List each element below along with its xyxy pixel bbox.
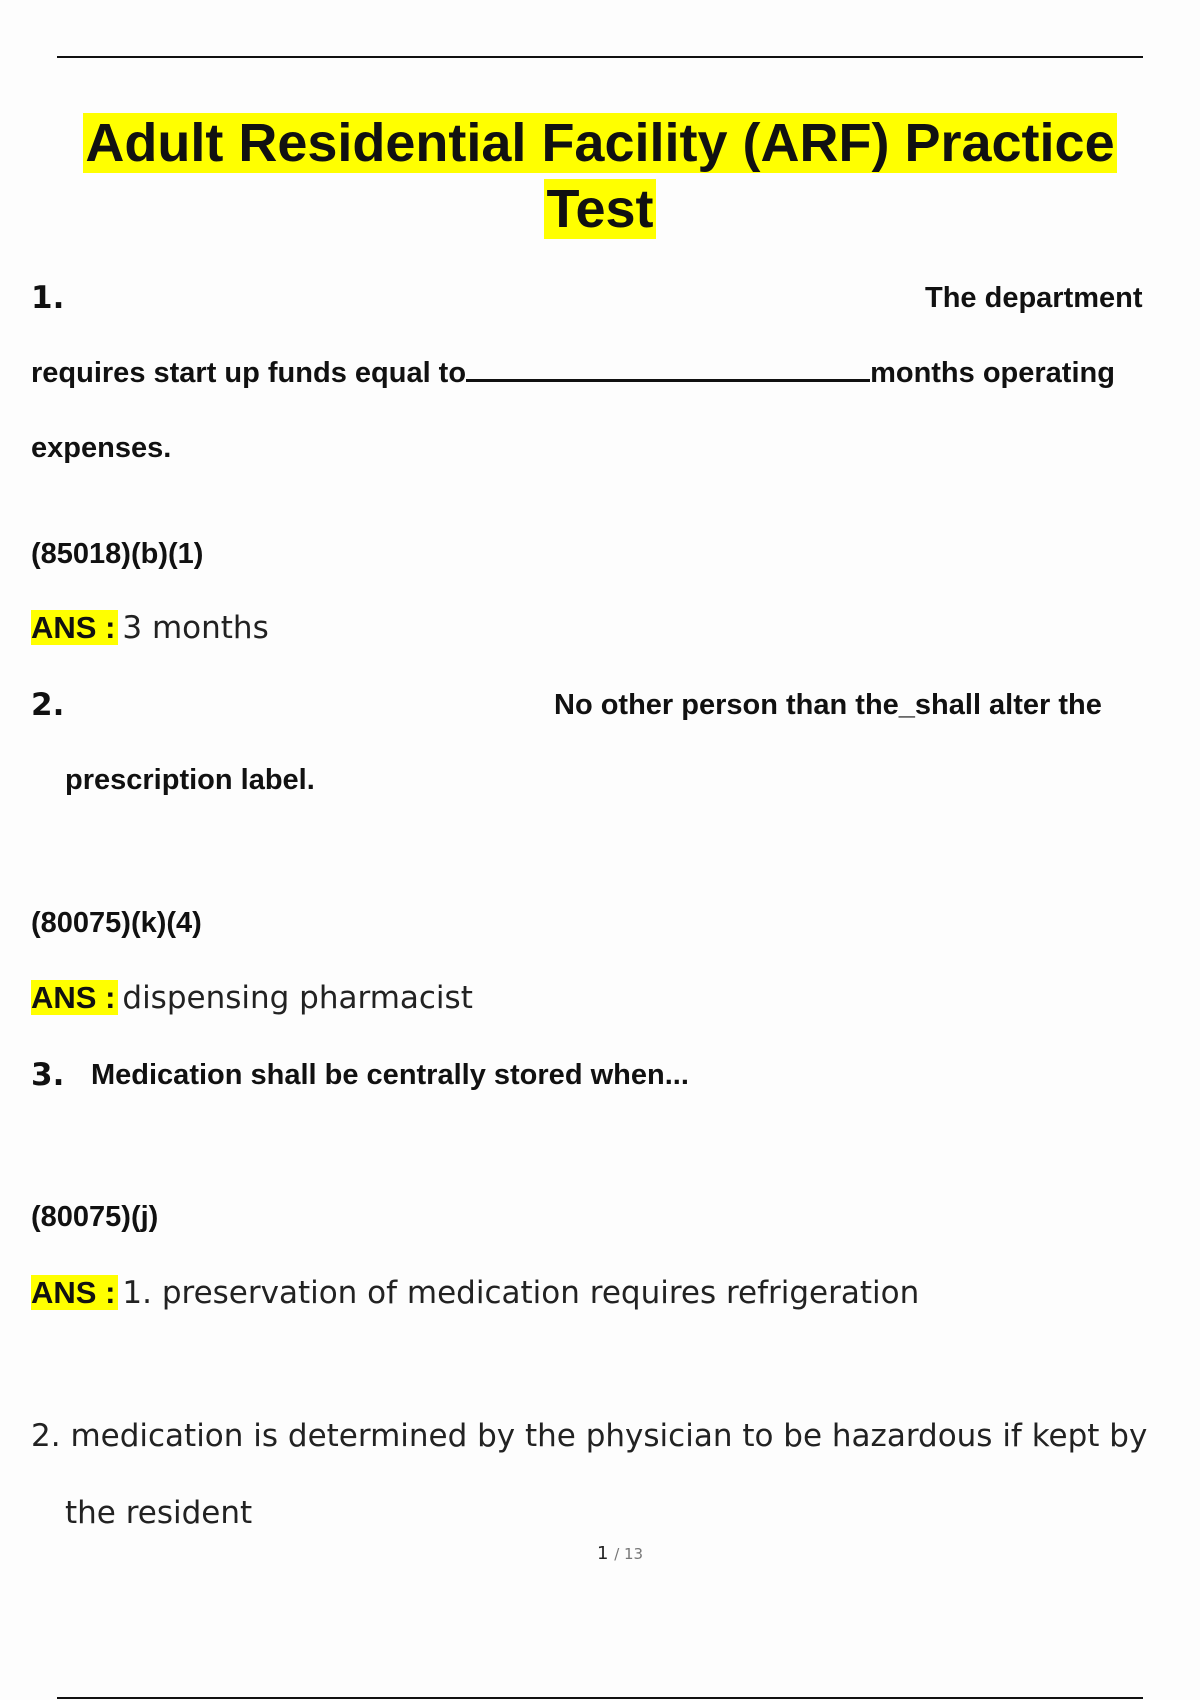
answer-label: ANS :	[31, 1275, 118, 1310]
top-rule	[57, 56, 1143, 58]
page-current: 1	[597, 1543, 609, 1564]
answer-item-number: 2.	[31, 1418, 61, 1454]
answer-text: 3 months	[122, 610, 269, 646]
question-2-text-part1: No other person than the_shall alter the	[554, 689, 1102, 721]
question-2-reference: (80075)(k)(4)	[31, 907, 202, 939]
answer-text: dispensing pharmacist	[122, 980, 473, 1016]
question-1-text-part1: The department	[925, 282, 1143, 314]
question-2-answer	[31, 980, 473, 1016]
page-title-line-1: Adult Residential Facility (ARF) Practice	[85, 113, 1115, 173]
question-3-answer	[31, 1275, 919, 1311]
answer-label: ANS :	[31, 610, 118, 645]
question-1-text-part3: expenses.	[31, 432, 172, 464]
question-1-number: 1.	[31, 280, 65, 316]
question-3-number: 3.	[31, 1057, 65, 1093]
question-1-text-part2a: requires start up funds equal to	[31, 357, 467, 389]
page-number	[597, 1543, 643, 1564]
answer-label: ANS :	[31, 980, 118, 1015]
question-1-text-line2	[31, 357, 1115, 390]
answer-text-line-1: 1. preservation of medication requires refrigeration	[122, 1275, 920, 1311]
question-1-answer	[31, 610, 269, 646]
question-1-reference: (85018)(b)(1)	[31, 538, 204, 570]
answer-text-line-2: medication is determined by the physician to be hazardous if kept by	[70, 1418, 1148, 1454]
question-2-number: 2.	[31, 687, 65, 723]
question-2-text-part2: prescription label.	[65, 764, 315, 796]
question-1-text-part2b: months operating	[870, 357, 1115, 389]
question-3-answer-line-2	[31, 1418, 1147, 1454]
question-3-text: Medication shall be centrally stored when...	[91, 1059, 689, 1091]
question-3-reference: (80075)(j)	[31, 1201, 159, 1233]
page-title-line-2: Test	[546, 179, 654, 239]
page-total: / 13	[614, 1545, 644, 1563]
question-3-answer-line-3: the resident	[65, 1495, 253, 1531]
bottom-rule	[57, 1697, 1143, 1699]
fill-in-blank	[466, 357, 870, 382]
